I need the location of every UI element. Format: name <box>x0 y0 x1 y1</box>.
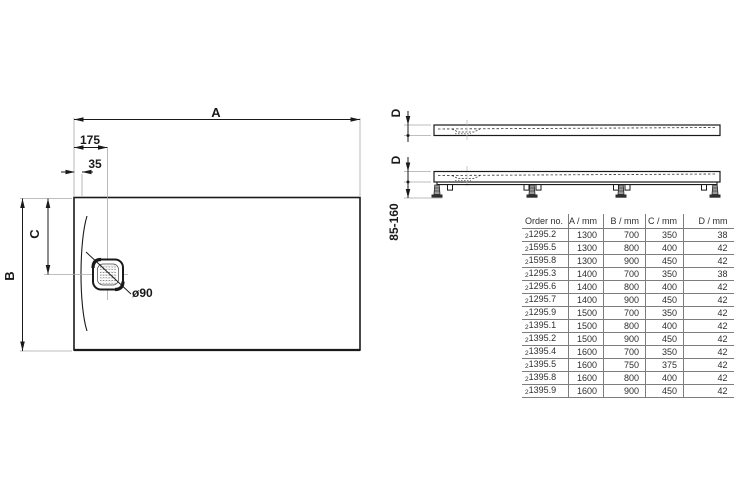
value-cell: 375 <box>646 359 684 372</box>
value-cell: 42 <box>684 359 734 372</box>
value-cell: 900 <box>604 255 646 268</box>
table-row <box>522 281 734 294</box>
table-row <box>522 268 734 281</box>
drain-diameter-label: ø90 <box>132 286 153 300</box>
value-cell: 38 <box>684 229 734 242</box>
side-view-top-drawing <box>389 108 720 142</box>
table-row <box>522 307 734 320</box>
value-cell: 42 <box>684 385 734 398</box>
col-header-a-mm: A / mm <box>569 214 604 229</box>
table-row <box>522 242 734 255</box>
value-cell: 42 <box>684 255 734 268</box>
top-view-drawing <box>2 105 360 351</box>
value-cell: 1300 <box>569 255 604 268</box>
order-prefix: 2 <box>525 349 529 357</box>
spec-table-body <box>522 229 734 398</box>
order-no-cell: 21595.8 <box>522 255 569 268</box>
value-cell: 42 <box>684 281 734 294</box>
dim-label-175: 175 <box>79 133 101 147</box>
table-row <box>522 333 734 346</box>
dim-label-a: A <box>211 105 221 120</box>
value-cell: 1600 <box>569 359 604 372</box>
order-no-cell: 21295.9 <box>522 307 569 320</box>
order-no-cell: 21595.5 <box>522 242 569 255</box>
value-cell: 42 <box>684 372 734 385</box>
table-row <box>522 255 734 268</box>
order-no-cell: 21295.7 <box>522 294 569 307</box>
table-row <box>522 346 734 359</box>
value-cell: 42 <box>684 320 734 333</box>
value-cell: 400 <box>646 281 684 294</box>
foot <box>432 185 443 198</box>
order-prefix: 2 <box>525 297 529 305</box>
value-cell: 400 <box>646 242 684 255</box>
value-cell: 350 <box>646 307 684 320</box>
dim-label-c: C <box>27 229 42 239</box>
value-cell: 1600 <box>569 346 604 359</box>
rail-brackets <box>448 185 707 191</box>
value-cell: 450 <box>646 385 684 398</box>
value-cell: 700 <box>604 307 646 320</box>
value-cell: 42 <box>684 346 734 359</box>
value-cell: 900 <box>604 385 646 398</box>
spec-table <box>522 214 734 398</box>
order-prefix: 2 <box>525 362 529 370</box>
order-no-cell: 21395.4 <box>522 346 569 359</box>
value-cell: 350 <box>646 229 684 242</box>
table-row <box>522 359 734 372</box>
value-cell: 450 <box>646 255 684 268</box>
order-prefix: 2 <box>525 388 529 396</box>
order-no-cell: 21395.9 <box>522 385 569 398</box>
order-no-cell: 21395.8 <box>522 372 569 385</box>
table-header-row <box>522 214 734 229</box>
value-cell: 1400 <box>569 268 604 281</box>
order-no-cell: 21395.1 <box>522 320 569 333</box>
value-cell: 700 <box>604 268 646 281</box>
col-header-b-mm: B / mm <box>604 214 646 229</box>
drain-outlet <box>93 260 123 290</box>
col-header-c-mm: C / mm <box>646 214 684 229</box>
value-cell: 42 <box>684 333 734 346</box>
col-header-order-no: Order no. <box>522 214 569 229</box>
order-prefix: 2 <box>525 375 529 383</box>
order-prefix: 2 <box>525 336 529 344</box>
height-range-label: 85-160 <box>387 203 401 241</box>
value-cell: 450 <box>646 294 684 307</box>
col-header-d-mm: D / mm <box>684 214 734 229</box>
order-prefix: 2 <box>525 310 529 318</box>
order-prefix: 2 <box>525 284 529 292</box>
value-cell: 800 <box>604 242 646 255</box>
value-cell: 350 <box>646 268 684 281</box>
order-no-cell: 21395.2 <box>522 333 569 346</box>
value-cell: 900 <box>604 294 646 307</box>
dim-label-d-top: D <box>389 108 403 118</box>
value-cell: 900 <box>604 333 646 346</box>
value-cell: 1500 <box>569 320 604 333</box>
value-cell: 700 <box>604 229 646 242</box>
adjustable-feet <box>432 185 721 198</box>
value-cell: 350 <box>646 346 684 359</box>
value-cell: 38 <box>684 268 734 281</box>
value-cell: 42 <box>684 294 734 307</box>
table-row <box>522 229 734 242</box>
value-cell: 400 <box>646 372 684 385</box>
value-cell: 750 <box>604 359 646 372</box>
foot <box>710 185 721 198</box>
value-cell: 1300 <box>569 229 604 242</box>
table-row <box>522 372 734 385</box>
value-cell: 800 <box>604 281 646 294</box>
value-cell: 1400 <box>569 281 604 294</box>
value-cell: 400 <box>646 320 684 333</box>
value-cell: 800 <box>604 372 646 385</box>
order-prefix: 2 <box>525 271 529 279</box>
order-prefix: 2 <box>525 245 529 253</box>
table-row <box>522 385 734 398</box>
order-no-cell: 21295.3 <box>522 268 569 281</box>
value-cell: 450 <box>646 333 684 346</box>
order-prefix: 2 <box>525 258 529 266</box>
value-cell: 800 <box>604 320 646 333</box>
dim-label-d-bottom: D <box>389 155 403 165</box>
value-cell: 42 <box>684 242 734 255</box>
value-cell: 1500 <box>569 307 604 320</box>
order-no-cell: 21395.5 <box>522 359 569 372</box>
order-prefix: 2 <box>525 232 529 240</box>
table-row <box>522 320 734 333</box>
value-cell: 700 <box>604 346 646 359</box>
order-no-cell: 21295.2 <box>522 229 569 242</box>
value-cell: 1300 <box>569 242 604 255</box>
value-cell: 1400 <box>569 294 604 307</box>
dim-label-35: 35 <box>88 157 102 171</box>
table-row <box>522 294 734 307</box>
value-cell: 1600 <box>569 372 604 385</box>
value-cell: 42 <box>684 307 734 320</box>
value-cell: 1500 <box>569 333 604 346</box>
order-prefix: 2 <box>525 323 529 331</box>
order-no-cell: 21295.6 <box>522 281 569 294</box>
value-cell: 1600 <box>569 385 604 398</box>
dim-label-b: B <box>2 271 17 281</box>
